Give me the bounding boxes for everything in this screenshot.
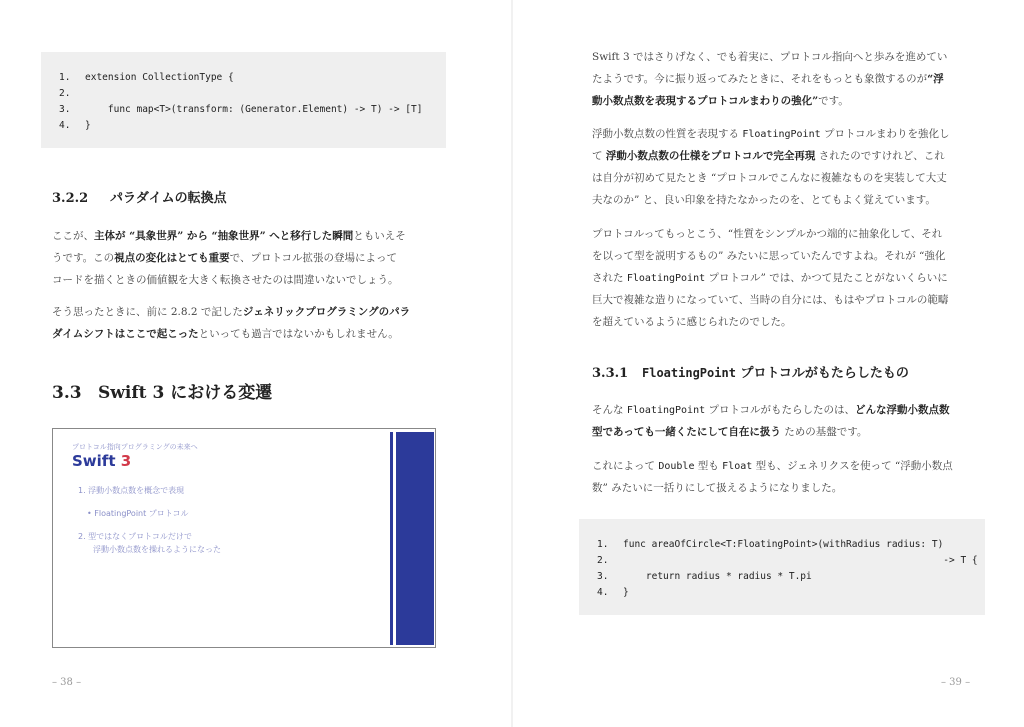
page-number: – 39 –: [941, 677, 971, 688]
code-block-area-of-circle: [579, 519, 985, 615]
slide-side-bar-fill: [396, 432, 434, 645]
slide-item-continued: 浮動小数点数を操れるようになった: [93, 545, 221, 554]
slide-item: 1. 浮動小数点数を概念で表現: [78, 486, 185, 495]
slide-title: Swift 3: [72, 452, 132, 470]
paragraph: プロトコルってもっとこう、“性質をシンプルかつ端的に抽象化して、それ を以って型を説明するもの” みたいに思っていたんですよね。それが “強化 された FloatingPoint プロトコル” では、かつて見たことがないくらいに 巨大で複雑な造りになっていて、当時の自分には、もはやプロトコルの範疇 を超えているように感じられたのでした。: [592, 228, 949, 328]
code-line: 3. func map<T>(transform: (Generator.Element) -> T) -> [T]: [59, 104, 423, 115]
slide-side-bar: [390, 432, 437, 645]
page-number: – 38 –: [52, 677, 82, 688]
paragraph: これによって Double 型も Float 型も、ジェネリクスを使って “浮動小数点 数” みたいに一括りにして扱えるようになりました。: [592, 460, 953, 494]
right-page: [513, 0, 1024, 727]
left-page: [0, 0, 511, 727]
paragraph: Swift 3 ではさりげなく、でも着実に、プロトコル指向へと歩みを進めてい たようです。今に振り返ってみたときに、それをもっとも象徴するのが“浮 動小数点数を表現するプロトコルまわりの強化”です。: [592, 51, 948, 107]
code-line: 4. }: [597, 587, 629, 598]
slide-figure: [52, 428, 436, 648]
paragraph: そう思ったときに、前に 2.8.2 で記したジェネリックプログラミングのパラ ダイムシフトはここで起こったといっても過言ではないかもしれません。: [52, 306, 411, 340]
section-heading-3-3-1: 3.3.1 FloatingPoint プロトコルがもたらしたもの: [592, 366, 909, 381]
slide-item: 2. 型ではなくプロトコルだけで: [78, 532, 192, 541]
paragraph: そんな FloatingPoint プロトコルがもたらしたのは、どんな浮動小数点数 型であっても一緒くたにして自在に扱う ための基盤です。: [592, 404, 950, 438]
section-heading-3-3: 3.3 Swift 3 における変遷: [52, 383, 273, 403]
code-line: 2.: [59, 88, 71, 99]
paragraph: 浮動小数点数の性質を表現する FloatingPoint プロトコルまわりを強化し て 浮動小数点数の仕様をプロトコルで完全再現 されたのですけれど、これ は自分が初めて見たとき “プロトコルでこんなに複雑なものを実装して大丈 夫なのか” と、良い印象を持たなかったのを、とてもよく覚えています。: [592, 128, 950, 206]
code-line: 3. return radius * radius * T.pi: [597, 571, 812, 582]
paragraph: ここが、主体が “具象世界” から “抽象世界” へと移行した瞬間ともいえそ うです。この視点の変化はとても重要で、プロトコル拡張の登場によって コードを描くときの価値観を大きく転換させたのは間違いないでしょう。: [52, 230, 406, 286]
code-block-extension: [41, 52, 446, 148]
code-line: 4. }: [59, 120, 91, 131]
code-line: 1. extension CollectionType {: [59, 72, 234, 83]
slide-subitem: • FloatingPoint プロトコル: [87, 509, 189, 518]
code-line: 2. -> T {: [597, 555, 978, 566]
slide-subtitle: プロトコル指向プログラミングの未来へ: [72, 443, 198, 451]
code-line: 1. func areaOfCircle<T:FloatingPoint>(withRadius radius: T): [597, 539, 944, 550]
section-heading-3-2-2: 3.2.2 パラダイムの転換点: [52, 191, 227, 206]
